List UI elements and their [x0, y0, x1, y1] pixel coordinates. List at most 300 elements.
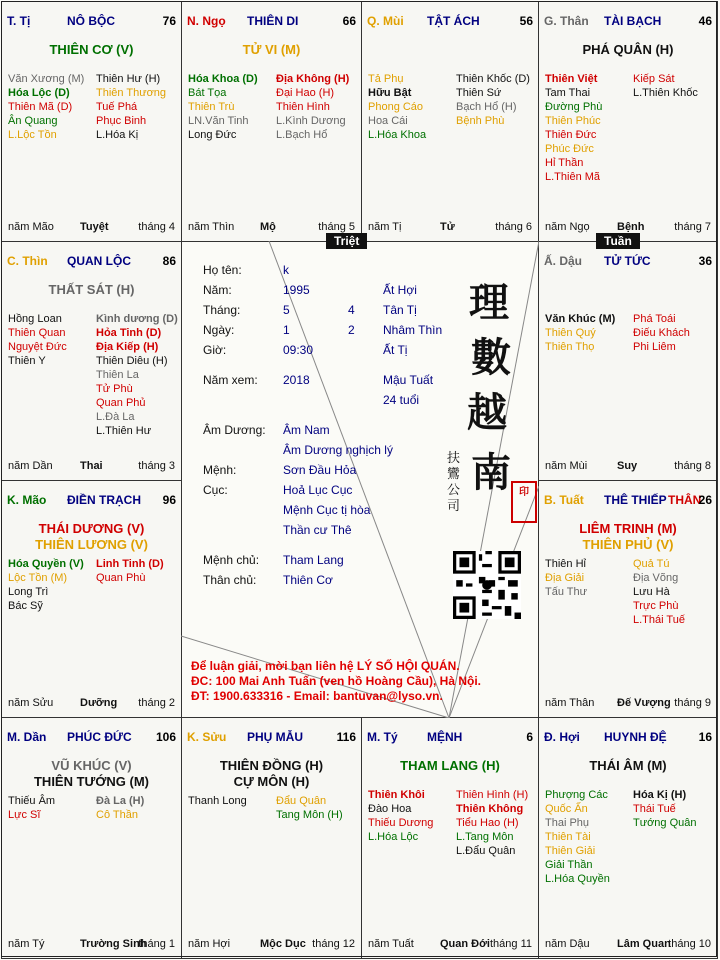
palace-age: 96 [162, 493, 176, 507]
palace-branch: K. Mão [7, 493, 47, 507]
main-stars [2, 282, 181, 298]
star: Bạch Hổ (H) [456, 101, 517, 113]
palace-stage: Suy [617, 460, 638, 472]
tuan-badge: Tuần [596, 233, 640, 249]
star: Thiên Quý [545, 327, 596, 339]
main-star: VŨ KHÚC (V) [51, 758, 132, 773]
nam-label: Năm: [203, 283, 232, 297]
palace-thin[interactable] [1, 241, 182, 481]
star: Giải Thần [545, 859, 593, 871]
cuc-value-2: Mệnh Cục tị hòa [283, 503, 371, 517]
left-stars [8, 794, 55, 822]
main-stars [539, 42, 717, 58]
star: Địa Giải [545, 572, 585, 584]
right-stars [96, 312, 178, 438]
palace-age: 86 [162, 254, 176, 268]
palace-branch: Q. Mùi [367, 14, 404, 28]
palace-name: PHỤ MẪU [247, 730, 303, 744]
star: L.Bạch Hổ [276, 129, 328, 141]
brand-char-4: 南 [471, 449, 511, 496]
star: Tuế Phá [96, 101, 138, 113]
star: Phượng Các [545, 789, 608, 801]
main-star: THIÊN LƯƠNG (V) [35, 537, 148, 552]
left-stars [188, 794, 247, 808]
palace-month: tháng 3 [138, 460, 175, 472]
palace-header [544, 254, 712, 270]
star: Hóa Kị (H) [633, 789, 687, 801]
main-star: THÁI DƯƠNG (V) [38, 521, 145, 536]
palace-ty2[interactable] [361, 717, 539, 959]
cuc-value: Hoả Lục Cục [283, 483, 353, 497]
star: Thiên Thọ [545, 341, 595, 353]
palace-stage: Đế Vượng [617, 697, 671, 709]
thang-label: Tháng: [203, 303, 241, 317]
palace-age: 66 [342, 14, 356, 28]
star: Lực Sĩ [8, 809, 41, 821]
star: Bác Sỹ [8, 600, 43, 612]
star: Cô Thần [96, 809, 138, 821]
star: Địa Kiếp (H) [96, 341, 159, 353]
palace-year: năm Dần [8, 460, 53, 472]
palace-age: 116 [336, 730, 356, 744]
palace-header [7, 14, 176, 30]
palace-year: năm Tý [8, 938, 45, 950]
left-stars [8, 312, 67, 368]
palace-month: tháng 11 [489, 938, 532, 950]
left-stars [8, 72, 84, 142]
right-stars [456, 788, 528, 858]
main-star: TỬ VI (M) [242, 42, 301, 57]
brand-char-3: 越 [467, 389, 507, 436]
right-stars [276, 72, 349, 142]
main-star: THAM LANG (H) [400, 758, 500, 773]
palace-footer [368, 938, 532, 952]
star: L.Lộc Tồn [8, 129, 57, 141]
palace-ty[interactable] [1, 1, 182, 242]
palace-branch: G. Thân [544, 14, 589, 28]
am-duong-value: Âm Nam [283, 423, 330, 437]
palace-footer [8, 697, 175, 711]
star: Lưu Hà [633, 586, 670, 598]
star: L.Hóa Khoa [368, 129, 427, 141]
palace-footer [545, 460, 711, 474]
palace-month: tháng 5 [318, 221, 355, 233]
right-stars [96, 794, 144, 822]
left-stars [188, 72, 258, 142]
star: Hồng Loan [8, 313, 62, 325]
star: Tấu Thư [545, 586, 588, 598]
star: Phá Toái [633, 313, 676, 325]
palace-ngo[interactable] [181, 1, 362, 242]
star: Thiên Quan [8, 327, 66, 339]
palace-name: TÀI BẠCH [604, 14, 662, 28]
gio-value: 09:30 [283, 343, 314, 357]
palace-age: 76 [162, 14, 176, 28]
palace-year: năm Tuất [368, 938, 414, 950]
star: Long Đức [188, 129, 237, 141]
ngay-can-chi: Nhâm Thìn [383, 323, 443, 337]
palace-branch: B. Tuất [544, 493, 584, 507]
star: Văn Khúc (M) [545, 313, 616, 325]
star: Bệnh Phù [456, 115, 505, 127]
palace-month: tháng 1 [138, 938, 175, 950]
star: Thai Phụ [545, 817, 590, 829]
right-stars [633, 788, 697, 830]
left-stars [368, 72, 426, 142]
main-stars [539, 521, 717, 553]
palace-name: TỬ TỨC [604, 254, 651, 268]
menh-value: Sơn Đầu Hỏa [283, 463, 357, 477]
than-chu-label: Thân chủ: [203, 573, 257, 587]
main-stars [539, 758, 717, 774]
palace-stage: Bệnh [617, 221, 645, 233]
star: Tướng Quân [633, 817, 697, 829]
main-star: THIÊN ĐỒNG (H) [219, 758, 324, 773]
palace-stage: Trường Sinh [80, 938, 147, 950]
palace-name: QUAN LỘC [67, 254, 131, 268]
palace-stage: Lâm Quan [617, 938, 671, 950]
left-stars [368, 788, 433, 844]
star: Phi Liêm [633, 341, 676, 353]
palace-name: ĐIỀN TRẠCH [67, 493, 141, 507]
palace-month: tháng 2 [138, 697, 175, 709]
thang-value: 5 [283, 303, 290, 317]
star: Thiên Mã (D) [8, 101, 73, 113]
right-stars [633, 557, 685, 627]
star: L.Thái Tuế [633, 614, 685, 626]
palace-year: năm Mùi [545, 460, 588, 472]
star: Tang Môn (H) [276, 809, 343, 821]
palace-header [7, 254, 176, 270]
star: Thiên Y [8, 355, 46, 367]
cuc-value-3: Thần cư Thê [283, 523, 352, 537]
palace-name: THÊ THIẾP [604, 493, 667, 507]
star: L.Hóa Lộc [368, 831, 419, 843]
thang-am: 4 [348, 303, 355, 317]
palace-header [544, 493, 712, 509]
ngay-value: 1 [283, 323, 290, 337]
palace-month: tháng 12 [312, 938, 355, 950]
gio-can-chi: Ất Tị [383, 343, 408, 357]
palace-stage: Tử [440, 221, 455, 233]
right-stars [633, 312, 690, 354]
palace-dau[interactable] [538, 241, 718, 481]
star: Trực Phù [633, 600, 679, 612]
palace-footer [188, 938, 355, 952]
tuoi: 24 tuổi [383, 393, 420, 407]
main-stars [182, 758, 361, 790]
star: Kiếp Sát [633, 73, 675, 85]
thang-can-chi: Tân Tị [383, 303, 417, 317]
palace-stage: Mộc Dục [260, 938, 306, 950]
palace-stage: Tuyệt [80, 221, 109, 233]
star: Thiên La [96, 369, 139, 381]
am-duong-value-2: Âm Dương nghịch lý [283, 443, 393, 457]
palace-month: tháng 10 [668, 938, 711, 950]
right-stars [96, 72, 166, 142]
palace-stage: Quan Đới [440, 938, 490, 950]
palace-footer [8, 221, 175, 235]
palace-age: 26 [698, 493, 712, 507]
palace-branch: M. Tý [367, 730, 398, 744]
qr-code[interactable] [453, 551, 521, 619]
star: L.Hóa Kị [96, 129, 139, 141]
palace-than-marker: THÂN [668, 493, 702, 507]
brand-side: 扶 鸞 公 司 [447, 451, 461, 514]
star: Kình dương (D) [96, 313, 178, 325]
star: L.Hóa Quyền [545, 873, 610, 885]
main-stars [362, 758, 538, 774]
palace-stage: Thai [80, 460, 103, 472]
star: Thiên Diêu (H) [96, 355, 168, 367]
star: Thiên Thương [96, 87, 167, 99]
palace-stage: Dưỡng [80, 697, 118, 709]
star: Tam Thai [545, 87, 591, 99]
star: Đẩu Quân [276, 795, 327, 807]
star: Lộc Tồn (M) [8, 572, 68, 584]
star: Hữu Bật [368, 87, 412, 99]
star: Thiên Khôi [368, 789, 425, 801]
star: Thiên Trù [188, 101, 235, 113]
right-stars [633, 72, 698, 100]
star: Hỉ Thần [545, 157, 584, 169]
main-star: THIÊN PHỦ (V) [582, 537, 674, 552]
ho-ten-value: k [283, 263, 289, 277]
nam-xem-value: 2018 [283, 373, 310, 387]
palace-month: tháng 6 [495, 221, 532, 233]
left-stars [8, 557, 84, 613]
star: L.Đẩu Quân [456, 845, 516, 857]
main-star: PHÁ QUÂN (H) [582, 42, 674, 57]
right-stars [276, 794, 343, 822]
star: Tử Phù [96, 383, 133, 395]
star: L.Thiên Hư [96, 425, 152, 437]
palace-month: tháng 4 [138, 221, 175, 233]
star: Thiên Giải [545, 845, 596, 857]
nam-can-chi: Ất Hợi [383, 283, 417, 297]
palace-year: năm Tị [368, 221, 402, 233]
star: Thiên Hình (H) [456, 789, 529, 801]
star: Thiên Hình [276, 101, 330, 113]
nam-xem-label: Năm xem: [203, 373, 258, 387]
star: Thiên Không [456, 803, 524, 815]
star: Ân Quang [8, 115, 58, 127]
star: Quan Phủ [96, 397, 146, 409]
star: Thiên Việt [545, 73, 598, 85]
star: Phong Cáo [368, 101, 424, 113]
star: Tả Phụ [368, 73, 404, 85]
palace-footer [545, 938, 711, 952]
contact-phone-email: ĐT: 1900.633316 - Email: bantuvan@lyso.vn. [191, 689, 443, 703]
palace-branch: Ấ. Dậu [544, 254, 583, 268]
palace-footer [368, 221, 532, 235]
palace-year: năm Sửu [8, 697, 54, 709]
am-duong-label: Âm Dương: [203, 423, 266, 437]
star: Tiểu Hao (H) [456, 817, 519, 829]
left-stars [545, 788, 610, 886]
star: Hóa Lộc (D) [8, 87, 70, 99]
star: Đà La (H) [96, 795, 145, 807]
red-seal-stamp: 印 [511, 481, 537, 523]
menh-chu-value: Tham Lang [283, 553, 344, 567]
palace-month: tháng 7 [674, 221, 711, 233]
star: Long Trì [8, 586, 49, 598]
palace-tuat[interactable] [538, 480, 718, 718]
star: Phúc Đức [545, 143, 594, 155]
star: Thiên Sứ [456, 87, 502, 99]
palace-branch: M. Dần [7, 730, 47, 744]
left-stars [545, 72, 602, 184]
palace-year: năm Thân [545, 697, 595, 709]
palace-branch: Đ. Hợi [544, 730, 580, 744]
palace-month: tháng 8 [674, 460, 711, 472]
palace-header [187, 14, 356, 30]
main-star: CỰ MÔN (H) [233, 774, 310, 789]
palace-year: năm Thìn [188, 221, 235, 233]
menh-chu-label: Mệnh chủ: [203, 553, 260, 567]
palace-branch: N. Ngọ [187, 14, 226, 28]
star: Linh Tinh (D) [96, 558, 164, 570]
palace-hoi[interactable] [538, 717, 718, 959]
palace-stage: Mộ [260, 221, 276, 233]
palace-age: 106 [155, 730, 176, 744]
left-stars [545, 557, 587, 599]
star: Thái Tuế [633, 803, 676, 815]
star: L.Tang Môn [456, 831, 514, 843]
star: Đường Phù [545, 101, 603, 113]
palace-suu[interactable] [181, 717, 362, 959]
palace-year: năm Mão [8, 221, 54, 233]
palace-footer [8, 938, 175, 952]
palace-branch: C. Thìn [7, 254, 48, 268]
star: Điếu Khách [633, 327, 690, 339]
star: Địa Võng [633, 572, 679, 584]
star: L.Đà La [96, 411, 135, 423]
triet-badge: Triệt [326, 233, 367, 249]
ngay-am: 2 [348, 323, 355, 337]
ho-ten-label: Họ tên: [203, 263, 242, 277]
main-stars [182, 42, 361, 58]
star: Thiếu Âm [8, 795, 56, 807]
star: Phục Binh [96, 115, 147, 127]
than-chu-value: Thiên Cơ [283, 573, 333, 587]
palace-header [7, 493, 176, 509]
palace-header [187, 730, 356, 746]
main-star: THẤT SÁT (H) [48, 282, 135, 297]
star: L.Thiên Mã [545, 171, 601, 183]
palace-age: 16 [698, 730, 712, 744]
palace-year: năm Dậu [545, 938, 590, 950]
star: Quốc Ấn [545, 803, 588, 815]
palace-branch: K. Sửu [187, 730, 227, 744]
palace-age: 6 [526, 730, 533, 744]
star: Thiên Hư (H) [96, 73, 161, 85]
contact-address: ĐC: 100 Mai Anh Tuấn (ven hồ Hoàng Cầu), Hà Nội. [191, 674, 482, 688]
nam-xem-can-chi: Mậu Tuất [383, 373, 434, 387]
brand-char-2: 數 [471, 334, 511, 381]
star: Hoa Cái [368, 115, 408, 127]
star: Hỏa Tinh (D) [96, 327, 162, 339]
star: Thiên Khốc (D) [456, 73, 530, 85]
star: Quan Phù [96, 572, 146, 584]
palace-footer [545, 697, 711, 711]
star: Thiếu Dương [368, 817, 434, 829]
center-info-panel [181, 241, 539, 718]
palace-header [367, 14, 533, 30]
right-stars [96, 557, 164, 585]
star: Hóa Khoa (D) [188, 73, 258, 85]
contact-line-1: Để luận giải, mời bạn liên hệ LÝ SỐ HỘI QUÁN. [191, 659, 460, 673]
palace-name: MỆNH [427, 730, 463, 744]
ngay-label: Ngày: [203, 323, 235, 337]
palace-age: 46 [698, 14, 712, 28]
brand-char-1: 理 [469, 279, 509, 326]
palace-name: TẬT ÁCH [427, 14, 480, 28]
palace-dan[interactable] [1, 717, 182, 959]
palace-header [7, 730, 176, 746]
palace-branch: T. Tị [7, 14, 31, 28]
palace-year: năm Hợi [188, 938, 231, 950]
left-stars [545, 312, 615, 354]
star: Thanh Long [188, 795, 247, 807]
star: Địa Không (H) [276, 73, 350, 85]
star: Nguyệt Đức [8, 341, 67, 353]
contact-block [191, 659, 481, 704]
palace-age: 36 [698, 254, 712, 268]
star: LN.Văn Tinh [188, 115, 249, 127]
star: Văn Xương (M) [8, 73, 85, 85]
star: Thiên Hỉ [545, 558, 586, 570]
main-star: THÁI ÂM (M) [589, 758, 667, 773]
star: Quả Tú [633, 558, 670, 570]
palace-mao[interactable] [1, 480, 182, 718]
palace-age: 56 [519, 14, 533, 28]
right-stars [456, 72, 530, 128]
main-stars [2, 758, 181, 790]
star: L.Thiên Khốc [633, 87, 698, 99]
star: L.Kình Dương [276, 115, 346, 127]
palace-footer [8, 460, 175, 474]
star: Bát Tọa [188, 87, 227, 99]
menh-label: Mệnh: [203, 463, 237, 477]
palace-header [367, 730, 533, 746]
star: Thiên Tài [545, 831, 591, 843]
gio-label: Giờ: [203, 343, 227, 357]
star: Hóa Quyền (V) [8, 558, 84, 570]
palace-name: HUYNH ĐỆ [604, 730, 667, 744]
main-star: THIÊN CƠ (V) [49, 42, 134, 57]
star: Đại Hao (H) [276, 87, 335, 99]
star: Đào Hoa [368, 803, 412, 815]
palace-name: NÔ BỘC [67, 14, 115, 28]
palace-header [544, 14, 712, 30]
palace-mui[interactable] [361, 1, 539, 242]
nam-value: 1995 [283, 283, 310, 297]
main-stars [2, 42, 181, 58]
palace-name: PHÚC ĐỨC [67, 730, 132, 744]
palace-year: năm Ngọ [545, 221, 590, 233]
palace-month: tháng 9 [674, 697, 711, 709]
star: Thiên Đức [545, 129, 597, 141]
main-star: LIÊM TRINH (M) [579, 521, 677, 536]
palace-than[interactable] [538, 1, 718, 242]
main-star: THIÊN TƯỚNG (M) [33, 774, 150, 789]
palace-header [544, 730, 712, 746]
cuc-label: Cục: [203, 483, 228, 497]
palace-name: THIÊN DI [247, 14, 299, 28]
main-stars [2, 521, 181, 553]
star: Thiên Phúc [545, 115, 601, 127]
